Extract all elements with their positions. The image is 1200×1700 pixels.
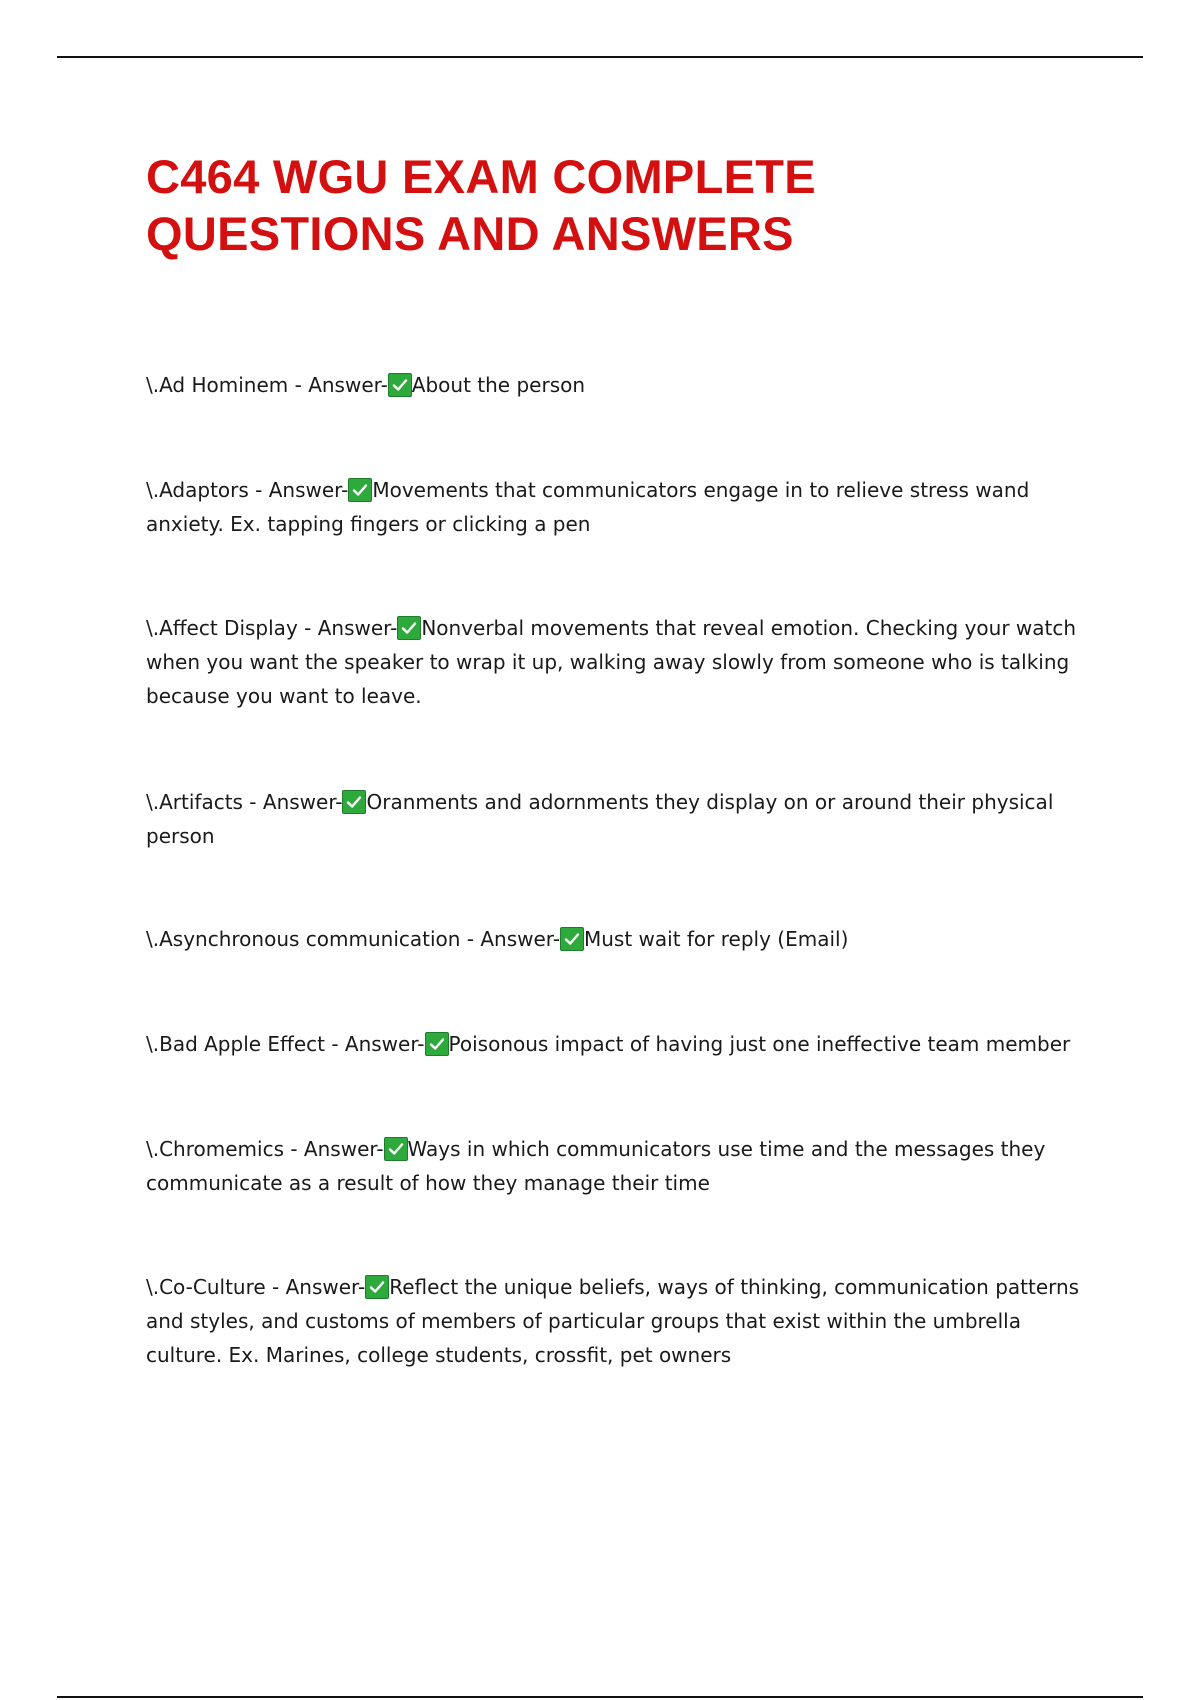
title-line-2: QUESTIONS AND ANSWERS bbox=[146, 207, 794, 260]
document-title bbox=[146, 148, 1046, 262]
entry-answer: Poisonous impact of having just one ineffective team member bbox=[448, 1032, 1071, 1056]
entry-answer: Movements that communicators engage in to relieve stress wand anxiety. Ex. tapping fingers or clicking a pen bbox=[146, 478, 1030, 536]
entry-term: \.Chromemics - Answer- bbox=[146, 1137, 384, 1161]
entry-answer: Reflect the unique beliefs, ways of thinking, communication patterns and styles, and customs of members of particular groups that exist within the umbrella culture. Ex. Marines, college students, crossfit, pet owners bbox=[146, 1275, 1080, 1367]
qa-entry-asynchronous-communication bbox=[146, 922, 1081, 956]
check-mark-icon bbox=[425, 1032, 449, 1056]
entry-term: \.Asynchronous communication - Answer- bbox=[146, 927, 560, 951]
qa-entry-chromemics bbox=[146, 1132, 1081, 1200]
entry-answer: Oranments and adornments they display on or around their physical person bbox=[146, 790, 1054, 848]
check-mark-icon bbox=[348, 478, 372, 502]
qa-entry-affect-display bbox=[146, 611, 1081, 713]
check-mark-icon bbox=[365, 1275, 389, 1299]
qa-entry-co-culture bbox=[146, 1270, 1081, 1372]
entry-term: \.Artifacts - Answer- bbox=[146, 790, 343, 814]
entry-term: \.Adaptors - Answer- bbox=[146, 478, 349, 502]
entry-term: \.Ad Hominem - Answer- bbox=[146, 373, 388, 397]
entry-answer: Must wait for reply (Email) bbox=[583, 927, 849, 951]
qa-entry-bad-apple-effect bbox=[146, 1027, 1081, 1061]
footer-rule bbox=[57, 1696, 1143, 1698]
entry-answer: About the person bbox=[411, 373, 586, 397]
check-mark-icon bbox=[342, 790, 366, 814]
entry-term: \.Bad Apple Effect - Answer- bbox=[146, 1032, 425, 1056]
check-mark-icon bbox=[397, 616, 421, 640]
qa-entry-adaptors bbox=[146, 473, 1081, 541]
title-line-1: C464 WGU EXAM COMPLETE bbox=[146, 150, 816, 203]
entry-answer: Nonverbal movements that reveal emotion. Checking your watch when you want the speaker to wrap it up, walking away slowly from someone who is talking because you want to leave. bbox=[146, 616, 1077, 708]
entry-term: \.Affect Display - Answer- bbox=[146, 616, 398, 640]
header-rule bbox=[57, 56, 1143, 58]
check-mark-icon bbox=[384, 1137, 408, 1161]
check-mark-icon bbox=[388, 373, 412, 397]
qa-entry-artifacts bbox=[146, 785, 1081, 853]
qa-entry-ad-hominem bbox=[146, 368, 1081, 402]
entry-term: \.Co-Culture - Answer- bbox=[146, 1275, 366, 1299]
check-mark-icon bbox=[560, 927, 584, 951]
entry-answer: Ways in which communicators use time and the messages they communicate as a result of how they manage their time bbox=[146, 1137, 1046, 1195]
